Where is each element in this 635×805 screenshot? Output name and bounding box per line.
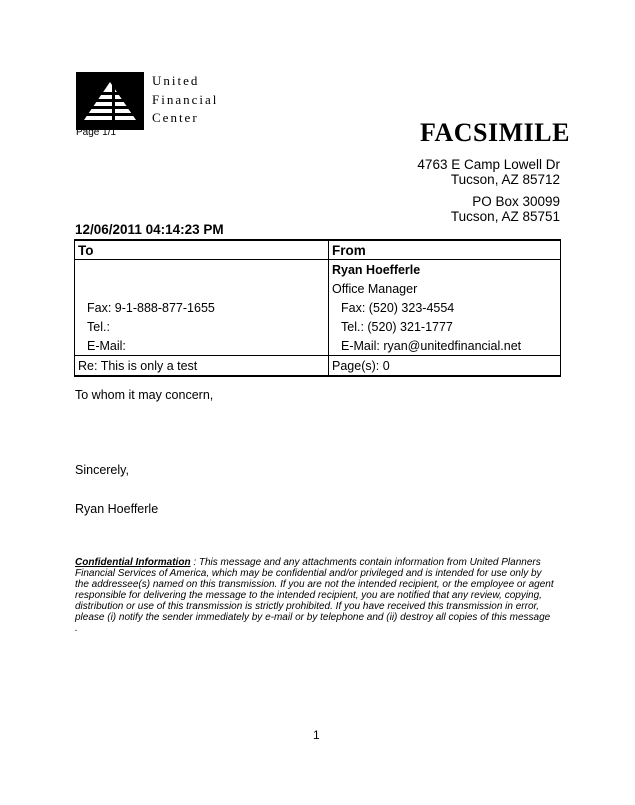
to-fax: Fax: 9-1-888-877-1655	[75, 298, 329, 317]
company-name-line2: Financial	[152, 91, 219, 107]
address-po-city: Tucson, AZ 85751	[450, 209, 560, 224]
to-email: E-Mail:	[75, 336, 329, 356]
to-title	[75, 279, 329, 298]
street-address	[417, 157, 560, 187]
address-city: Tucson, AZ 85712	[450, 172, 560, 187]
signature: Ryan Hoefferle	[75, 502, 159, 516]
from-title: Office Manager	[329, 279, 561, 298]
from-header: From	[329, 240, 561, 260]
company-name-line1: United	[152, 73, 200, 88]
greeting: To whom it may concern,	[75, 388, 214, 402]
document-title: FACSIMILE	[420, 118, 570, 147]
to-name	[75, 260, 329, 280]
confidential-text: : This message and any attachments contain information from United Planners Financial Services of America, which may be confidential and/or privileged and is intended for use only by the addressee(s) named on this transmission. If you are not the intended recipient, or the employee or agent responsible for delivering the message to the intended recipient, you are notified that any review, copying, distribution or use of this transmission is strictly prohibited. If you have received this transmission in error, please (i) notify the sender immediately by e-mail or by telephone and (ii) destroy all copies of this message .	[75, 557, 554, 634]
address-po-box: PO Box 30099	[472, 194, 560, 209]
po-box-address	[451, 194, 560, 224]
to-tel: Tel.:	[75, 317, 329, 336]
page-count: Page(s): 0	[329, 356, 561, 377]
from-fax: Fax: (520) 323-4554	[329, 298, 561, 317]
from-tel: Tel.: (520) 321-1777	[329, 317, 561, 336]
footer-page-number: 1	[313, 728, 320, 742]
subject: Re: This is only a test	[75, 356, 329, 377]
closing: Sincerely,	[75, 463, 129, 477]
fax-header-table	[74, 239, 561, 377]
page-indicator: Page 1/1	[76, 127, 117, 138]
company-name	[152, 72, 218, 128]
confidential-notice	[75, 557, 555, 634]
company-logo	[76, 72, 144, 130]
fax-datetime: 12/06/2011 04:14:23 PM	[75, 222, 224, 237]
address-street: 4763 E Camp Lowell Dr	[417, 157, 560, 172]
company-name-line3: Center	[152, 110, 199, 125]
from-name: Ryan Hoefferle	[329, 260, 561, 280]
logo-mark-icon	[76, 72, 144, 130]
from-email: E-Mail: ryan@unitedfinancial.net	[329, 336, 561, 356]
to-header: To	[75, 240, 329, 260]
confidential-label: Confidential Information	[75, 557, 191, 568]
